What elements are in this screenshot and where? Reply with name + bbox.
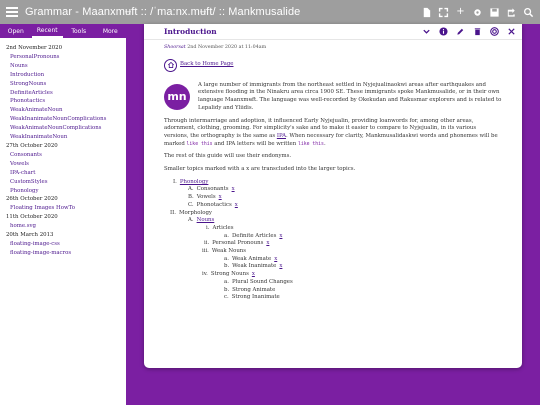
outline-item [164,179,502,187]
outline-number: a. [224,255,229,262]
outline-item [164,233,502,241]
recent-item[interactable]: floating-image-macros [10,249,72,256]
outline-text: Morphology [178,209,212,216]
outline-number: ii. [204,240,210,247]
recent-item[interactable]: home.svg [10,223,36,230]
recent-item[interactable]: DefiniteArticles [10,89,53,96]
recent-item[interactable]: Vowels [10,160,29,167]
outline-number: b. [224,286,230,293]
transclusion-marker[interactable]: x [218,194,222,201]
outline-text: Strong Nouns [210,271,249,278]
transclusion-marker[interactable]: x [234,201,238,208]
outline-item [164,186,502,194]
recent-item[interactable]: PersonalPronouns [10,53,60,60]
home-row [164,59,502,72]
sidebar-tabs [0,24,126,38]
transclusion-marker[interactable]: x [274,255,278,262]
inline-code: like this [297,141,324,147]
recent-item[interactable]: Phonotactics [10,98,46,105]
outline-number: b. [224,263,230,270]
outline-item [164,210,502,218]
recent-list [0,38,126,258]
recent-item[interactable]: IPA-chart [10,169,36,176]
outline-item [164,279,502,287]
orthography-paragraph: Through intermarriage and adoption, it influenced Early Nyjejualin, providing loanwords for, among other areas, adornment, clothing, grooming. For simplicity's sake and to make it easier to compare to Nyjejualin, in its various versions, the orthography is the same as IPA. When necessary for clarity, Mankmusalidaskwi words and phonemes will be marked like this and IPA letters will be written like this. [164,117,498,147]
modified-date: 2nd November 2020 at 11:04am [187,45,267,50]
topic-outline [164,179,502,302]
outline-text: Strong Animate [232,286,276,293]
endonym-paragraph: The rest of this guide will use their endonyms. [164,153,292,160]
outline-text: Consonants [196,186,229,193]
recent-item[interactable]: WeakAnimateNoun [10,107,63,114]
tab-tools[interactable]: Tools [71,27,87,35]
outline-text: Plural Sound Changes [231,278,293,285]
outline-text: Definite Articles [231,232,277,239]
outline-item [164,240,502,248]
transclusion-marker[interactable]: x [279,263,283,270]
outline-item [164,194,502,202]
sidebar [0,24,126,405]
chevron-down-icon[interactable] [421,27,431,37]
outline-item [164,248,502,256]
outline-number: B. [188,194,194,201]
outline-item [164,202,502,210]
outline-number: iv. [202,271,208,278]
recent-date-heading: 27th October 2020 [6,142,58,149]
outline-number: II. [170,209,176,216]
recent-date-heading: 11th October 2020 [6,214,58,221]
recent-item[interactable]: Floating Images HowTo [10,205,76,212]
outline-number: C. [188,201,194,208]
outline-text: Weak Inanimate [232,263,277,270]
outline-text: Personal Pronouns [212,240,264,247]
outline-item [164,287,502,295]
page-title: Introduction [164,27,217,36]
outline-number: c. [224,294,229,301]
inline-code: like this [186,141,213,147]
new-file-icon[interactable] [421,7,432,18]
topbar [0,0,540,24]
recent-item[interactable]: WeakAnimateNounComplications [10,125,102,132]
recent-item[interactable]: CustomStyles [10,178,48,185]
recent-item[interactable]: WeakInanimateNounComplications [10,116,107,123]
outline-item [164,225,502,233]
home-icon[interactable] [164,59,177,72]
outline-text: Phonotactics [196,201,232,208]
recent-item[interactable]: WeakInanimateNoun [10,134,68,141]
search-icon[interactable] [523,7,534,18]
outline-text: Weak Nouns [211,248,247,255]
window-title: Grammar - Maanxmʉft :: /ˈma:nx.mʉft/ :: Mankmusalide [25,6,301,18]
transclusion-marker[interactable]: x [279,232,283,239]
transclusion-marker[interactable]: x [231,186,235,193]
ipa-link[interactable]: IPA [276,132,286,139]
intro-paragraph: A large number of immigrants from the northeast settled in Nyjejualinaokwi areas after earthquakes and extensive flooding in the Ninakru area circa 1900 SE. These immigrants spoke Mankmusalide, or in their own language Maanxmʉft. The language was well-recorded by Okekudan and Rakusmar explorers and is related to Lepalidy and Yliidis. [198,81,502,111]
outline-text: Articles [212,224,234,231]
panel-header [144,24,522,40]
outline-number: I. [173,178,177,185]
panel-body [144,40,522,302]
outline-text: Strong Inanimate [231,294,280,301]
delete-icon[interactable] [472,27,482,37]
outline-item [164,294,502,302]
recent-item[interactable]: StrongNouns [10,80,47,87]
transclusion-marker[interactable]: x [266,240,270,247]
recent-date-heading: 20th March 2013 [6,232,54,239]
sync-icon[interactable] [506,7,517,18]
recent-date-heading: 2nd November 2020 [6,45,63,51]
save-icon[interactable] [489,7,500,18]
outline-number: A. [188,217,194,224]
tab-recent[interactable]: Recent [32,24,64,38]
tab-open[interactable]: Open [7,27,24,35]
modifier-link[interactable]: Shoorsat [164,45,186,50]
outline-number: a. [224,232,229,239]
info-icon[interactable] [438,27,448,37]
transclusion-marker[interactable]: x [251,271,255,278]
tab-more[interactable]: More [102,27,118,35]
outline-item [164,263,502,271]
outline-text: Vowels [196,194,216,201]
recent-date-heading: 26th October 2020 [6,196,58,203]
outline-text[interactable]: Nouns [196,217,215,224]
fullscreen-icon[interactable] [438,7,449,18]
outline-text[interactable]: Phonology [179,178,209,185]
modified-meta [164,44,502,52]
plus-icon[interactable]: + [456,6,465,17]
intro-block [164,82,502,113]
target-icon[interactable] [489,27,499,37]
outline-number: a. [224,278,229,285]
outline-number: iii. [202,248,209,255]
outline-text: Weak Animate [231,255,272,262]
outline-item [164,217,502,225]
recent-item[interactable]: Nouns [10,62,28,69]
outline-item [164,256,502,264]
outline-number: i. [206,224,210,231]
home-link[interactable]: Back to Home Page [180,61,234,68]
outline-item [164,271,502,279]
edit-icon[interactable] [455,27,465,37]
recent-item[interactable]: Consonants [10,151,42,158]
language-logo: mn [164,84,190,110]
hamburger-menu-icon[interactable] [6,7,18,17]
recent-item[interactable]: floating-image-css [10,240,60,247]
close-icon[interactable] [506,27,516,37]
gear-icon[interactable] [472,7,483,18]
outline-number: A. [188,186,194,193]
recent-item[interactable]: Introduction [10,71,45,78]
recent-item[interactable]: Phonology [10,187,39,194]
tiddler-panel [144,24,522,368]
transclusion-note: Smaller topics marked with a x are transcluded into the larger topics. [164,166,356,173]
